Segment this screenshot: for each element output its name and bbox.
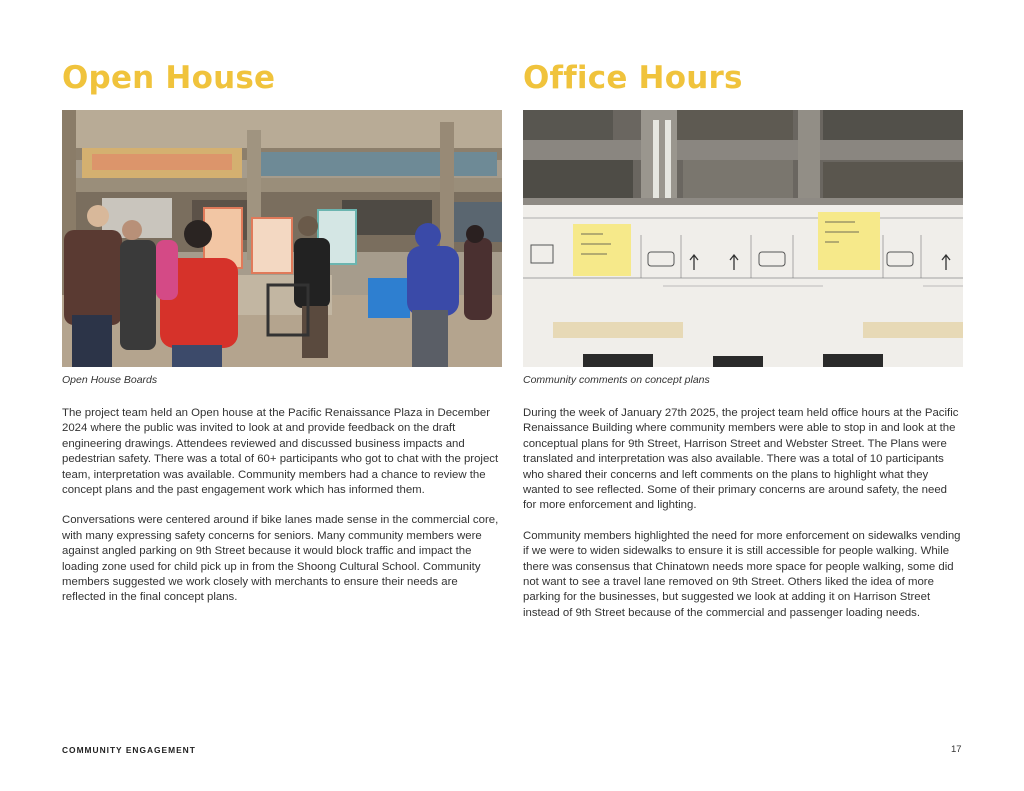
office-hours-photo [523, 110, 963, 367]
office-hours-body [523, 406, 963, 636]
open-house-photo [62, 110, 502, 367]
office-hours-paragraph-1: During the week of January 27th 2025, the project team held office hours at the Pacific Renaissance Building where community members were able to stop in and look at the conceptual plans for 9th Street, Harrison Street and Webster Street. The Plans were translated and interpretation was also available. There was a total of 10 participants who shared their concerns and left comments on the plans to highlight what they wanted to see reflected. Some of their primary concerns are around safety, the need for more enforcement and lighting. [523, 407, 959, 512]
office-hours-caption: Community comments on concept plans [523, 374, 710, 386]
open-house-paragraph-2: Conversations were centered around if bike lanes made sense in the commercial core, with many expressing safety concerns for seniors. Many community members were against angled parking on 9th Street because it would block traffic and impact the loading zone used for child pick up in from the Shoong Cultural School. Community members suggested we work closely with merchants to ensure their needs are reflected in the final concept plans. [62, 514, 499, 604]
open-house-body [62, 406, 502, 621]
office-hours-paragraph-2: Community members highlighted the need for more enforcement on sidewalks vending if we were to widen sidewalks to ensure it is still accessible for people walking. While there was consensus that Chinatown needs more space for people walking, some did not want to see a travel lane removed on 9th Street. Others liked the idea of more parking for the businesses, but suggested we look at adding it on Harrison Street instead of 9th Street because of the commercial and passenger loading needs. [523, 529, 961, 619]
page-number: 17 [951, 744, 962, 755]
office-hours-heading: Office Hours [523, 60, 743, 96]
open-house-caption: Open House Boards [62, 374, 158, 386]
open-house-paragraph-1: The project team held an Open house at the Pacific Renaissance Plaza in December 2024 where the public was invited to look at and provide feedback on the draft engineering drawings. Attendees reviewed and discussed business impacts and pedestrian safety. There was a total of 60+ participants who got to chat with the project team, interpretation was available. Community members had a chance to review the concept plans and the past engagement work which has informed them. [62, 407, 499, 497]
open-house-heading: Open House [62, 60, 276, 96]
footer-section-label: COMMUNITY ENGAGEMENT [62, 745, 196, 755]
